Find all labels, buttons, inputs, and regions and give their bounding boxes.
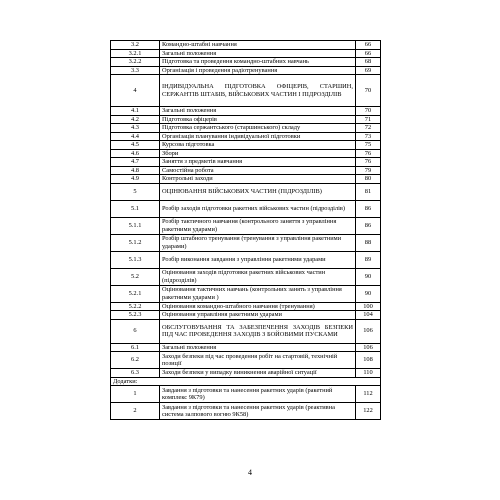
toc-row [111,200,381,217]
section-number: 5.1.3 [111,251,160,268]
toc-row [111,66,381,75]
section-title: Заходи безпеки під час проведення робіт на стартовій, технічній позиції [160,352,356,369]
page-ref: 76 [356,149,381,158]
section-title: Командно-штабні навчання [160,41,356,50]
appendix-heading: Додатки: [111,377,381,386]
section-title: Завдання з підготовки та нанесення ракетних ударів (ракетний комплекс 9К79) [160,386,356,403]
page-ref: 88 [356,234,381,251]
page-ref: 80 [356,175,381,184]
section-title: Організація і проведення радіотренування [160,66,356,75]
section-number: 3.2.1 [111,49,160,58]
toc-row [111,319,381,343]
page-ref: 66 [356,49,381,58]
toc-row [111,302,381,311]
appendix-row [111,386,381,403]
page-ref: 73 [356,132,381,141]
table-of-contents [110,40,381,420]
section-title: Збори [160,149,356,158]
section-number: 5.1.1 [111,217,160,234]
section-title: Загальні положення [160,49,356,58]
page-ref: 76 [356,158,381,167]
section-title: Розбір виконання завдання з управління ракетними ударами [160,251,356,268]
page-ref: 66 [356,41,381,50]
toc-row [111,132,381,141]
section-number: 4.6 [111,149,160,158]
section-number: 6 [111,319,160,343]
section-title: Загальні положення [160,107,356,116]
section-number: 1 [111,386,160,403]
toc-row [111,251,381,268]
section-title: Розбір штабного тренування (тренування з управління ракетними ударами) [160,234,356,251]
section-number: 3.2.2 [111,58,160,67]
appendix-heading-row [111,377,381,386]
section-title: Заняття з предметів навчання [160,158,356,167]
toc-row [111,268,381,285]
section-title: Оцінювання командно-штабного навчання (тренування) [160,302,356,311]
section-title: Самостійна робота [160,166,356,175]
section-title: Курсова підготовка [160,141,356,150]
toc-row [111,75,381,107]
section-title: Оцінювання заходів підготовки ракетних військових частин (підрозділів) [160,268,356,285]
toc-row [111,352,381,369]
toc-row [111,115,381,124]
toc-row [111,41,381,50]
section-title: Загальні положення [160,343,356,352]
page-ref: 81 [356,183,381,200]
appendix-row [111,403,381,420]
section-title: Організація планування індивідуальної підготовки [160,132,356,141]
section-number: 4.7 [111,158,160,167]
page-ref: 90 [356,285,381,302]
section-title: Оцінювання управління ракетними ударами [160,311,356,320]
section-title: ОБСЛУГОВУВАННЯ ТА ЗАБЕЗПЕЧЕННЯ ЗАХОДІВ БЕЗПЕКИ ПІД ЧАС ПРОВЕДЕННЯ ЗАХОДІВ З БОЙОВИМИ ПУСКАМИ [160,319,356,343]
page-ref: 70 [356,75,381,107]
page-ref: 72 [356,124,381,133]
page-ref: 108 [356,352,381,369]
page-ref: 75 [356,141,381,150]
section-number: 3.2 [111,41,160,50]
toc-row [111,175,381,184]
toc-row [111,234,381,251]
section-number: 5.1 [111,200,160,217]
section-number: 2 [111,403,160,420]
toc-row [111,49,381,58]
section-number: 4.4 [111,132,160,141]
page-ref: 106 [356,343,381,352]
section-title: Контрольні заходи [160,175,356,184]
section-number: 5 [111,183,160,200]
page-ref: 86 [356,217,381,234]
page-ref: 89 [356,251,381,268]
section-title: Заходи безпеки у випадку виникнення аварійної ситуації [160,369,356,378]
section-number: 5.2.1 [111,285,160,302]
toc-row [111,166,381,175]
page-ref: 90 [356,268,381,285]
section-title: Розбір тактичного навчання (контрольного заняття з управління ракетними ударами) [160,217,356,234]
section-number: 4.3 [111,124,160,133]
page-ref: 69 [356,66,381,75]
section-title: Розбір заходів підготовки ракетних військових частин (підрозділів) [160,200,356,217]
section-title: Завдання з підготовки та нанесення ракетних ударів (реактивна система залпового вогню 9К58) [160,403,356,420]
section-number: 5.2.2 [111,302,160,311]
page-ref: 110 [356,369,381,378]
toc-row [111,217,381,234]
page-ref: 106 [356,319,381,343]
section-number: 6.3 [111,369,160,378]
section-number: 3.3 [111,66,160,75]
toc-body [111,41,381,420]
toc-row [111,343,381,352]
toc-row [111,149,381,158]
page-ref: 100 [356,302,381,311]
section-number: 5.2.3 [111,311,160,320]
section-number: 6.2 [111,352,160,369]
page-ref: 122 [356,403,381,420]
section-number: 5.2 [111,268,160,285]
toc-row [111,141,381,150]
section-number: 6.1 [111,343,160,352]
section-number: 4.8 [111,166,160,175]
toc-row [111,58,381,67]
page-number: 4 [248,468,252,477]
section-number: 4.5 [111,141,160,150]
section-title: Оцінювання тактичних навчань (контрольних занять з управління ракетними ударами ) [160,285,356,302]
page-ref: 71 [356,115,381,124]
toc-row [111,158,381,167]
section-title: Підготовка та проведення командно-штабних навчань [160,58,356,67]
page-ref: 86 [356,200,381,217]
section-title: ІНДИВІДУАЛЬНА ПІДГОТОВКА ОФІЦЕРІВ, СТАРШИН, СЕРЖАНТІВ ШТАБІВ, ВІЙСЬКОВИХ ЧАСТИН І ПІДРОЗДІЛІВ [160,75,356,107]
section-number: 4.2 [111,115,160,124]
toc-row [111,124,381,133]
toc-row [111,285,381,302]
section-number: 4.1 [111,107,160,116]
page-ref: 70 [356,107,381,116]
page-ref: 112 [356,386,381,403]
page-ref: 68 [356,58,381,67]
toc-row [111,311,381,320]
section-number: 5.1.2 [111,234,160,251]
section-title: ОЦІНЮВАННЯ ВІЙСЬКОВИХ ЧАСТИН (ПІДРОЗДІЛІВ) [160,183,356,200]
page-ref: 79 [356,166,381,175]
toc-row [111,107,381,116]
section-number: 4 [111,75,160,107]
page-ref: 104 [356,311,381,320]
section-number: 4.9 [111,175,160,184]
toc-row [111,369,381,378]
section-title: Підготовка офіцерів [160,115,356,124]
toc-row [111,183,381,200]
section-title: Підготовка сержантського (старшинського) складу [160,124,356,133]
